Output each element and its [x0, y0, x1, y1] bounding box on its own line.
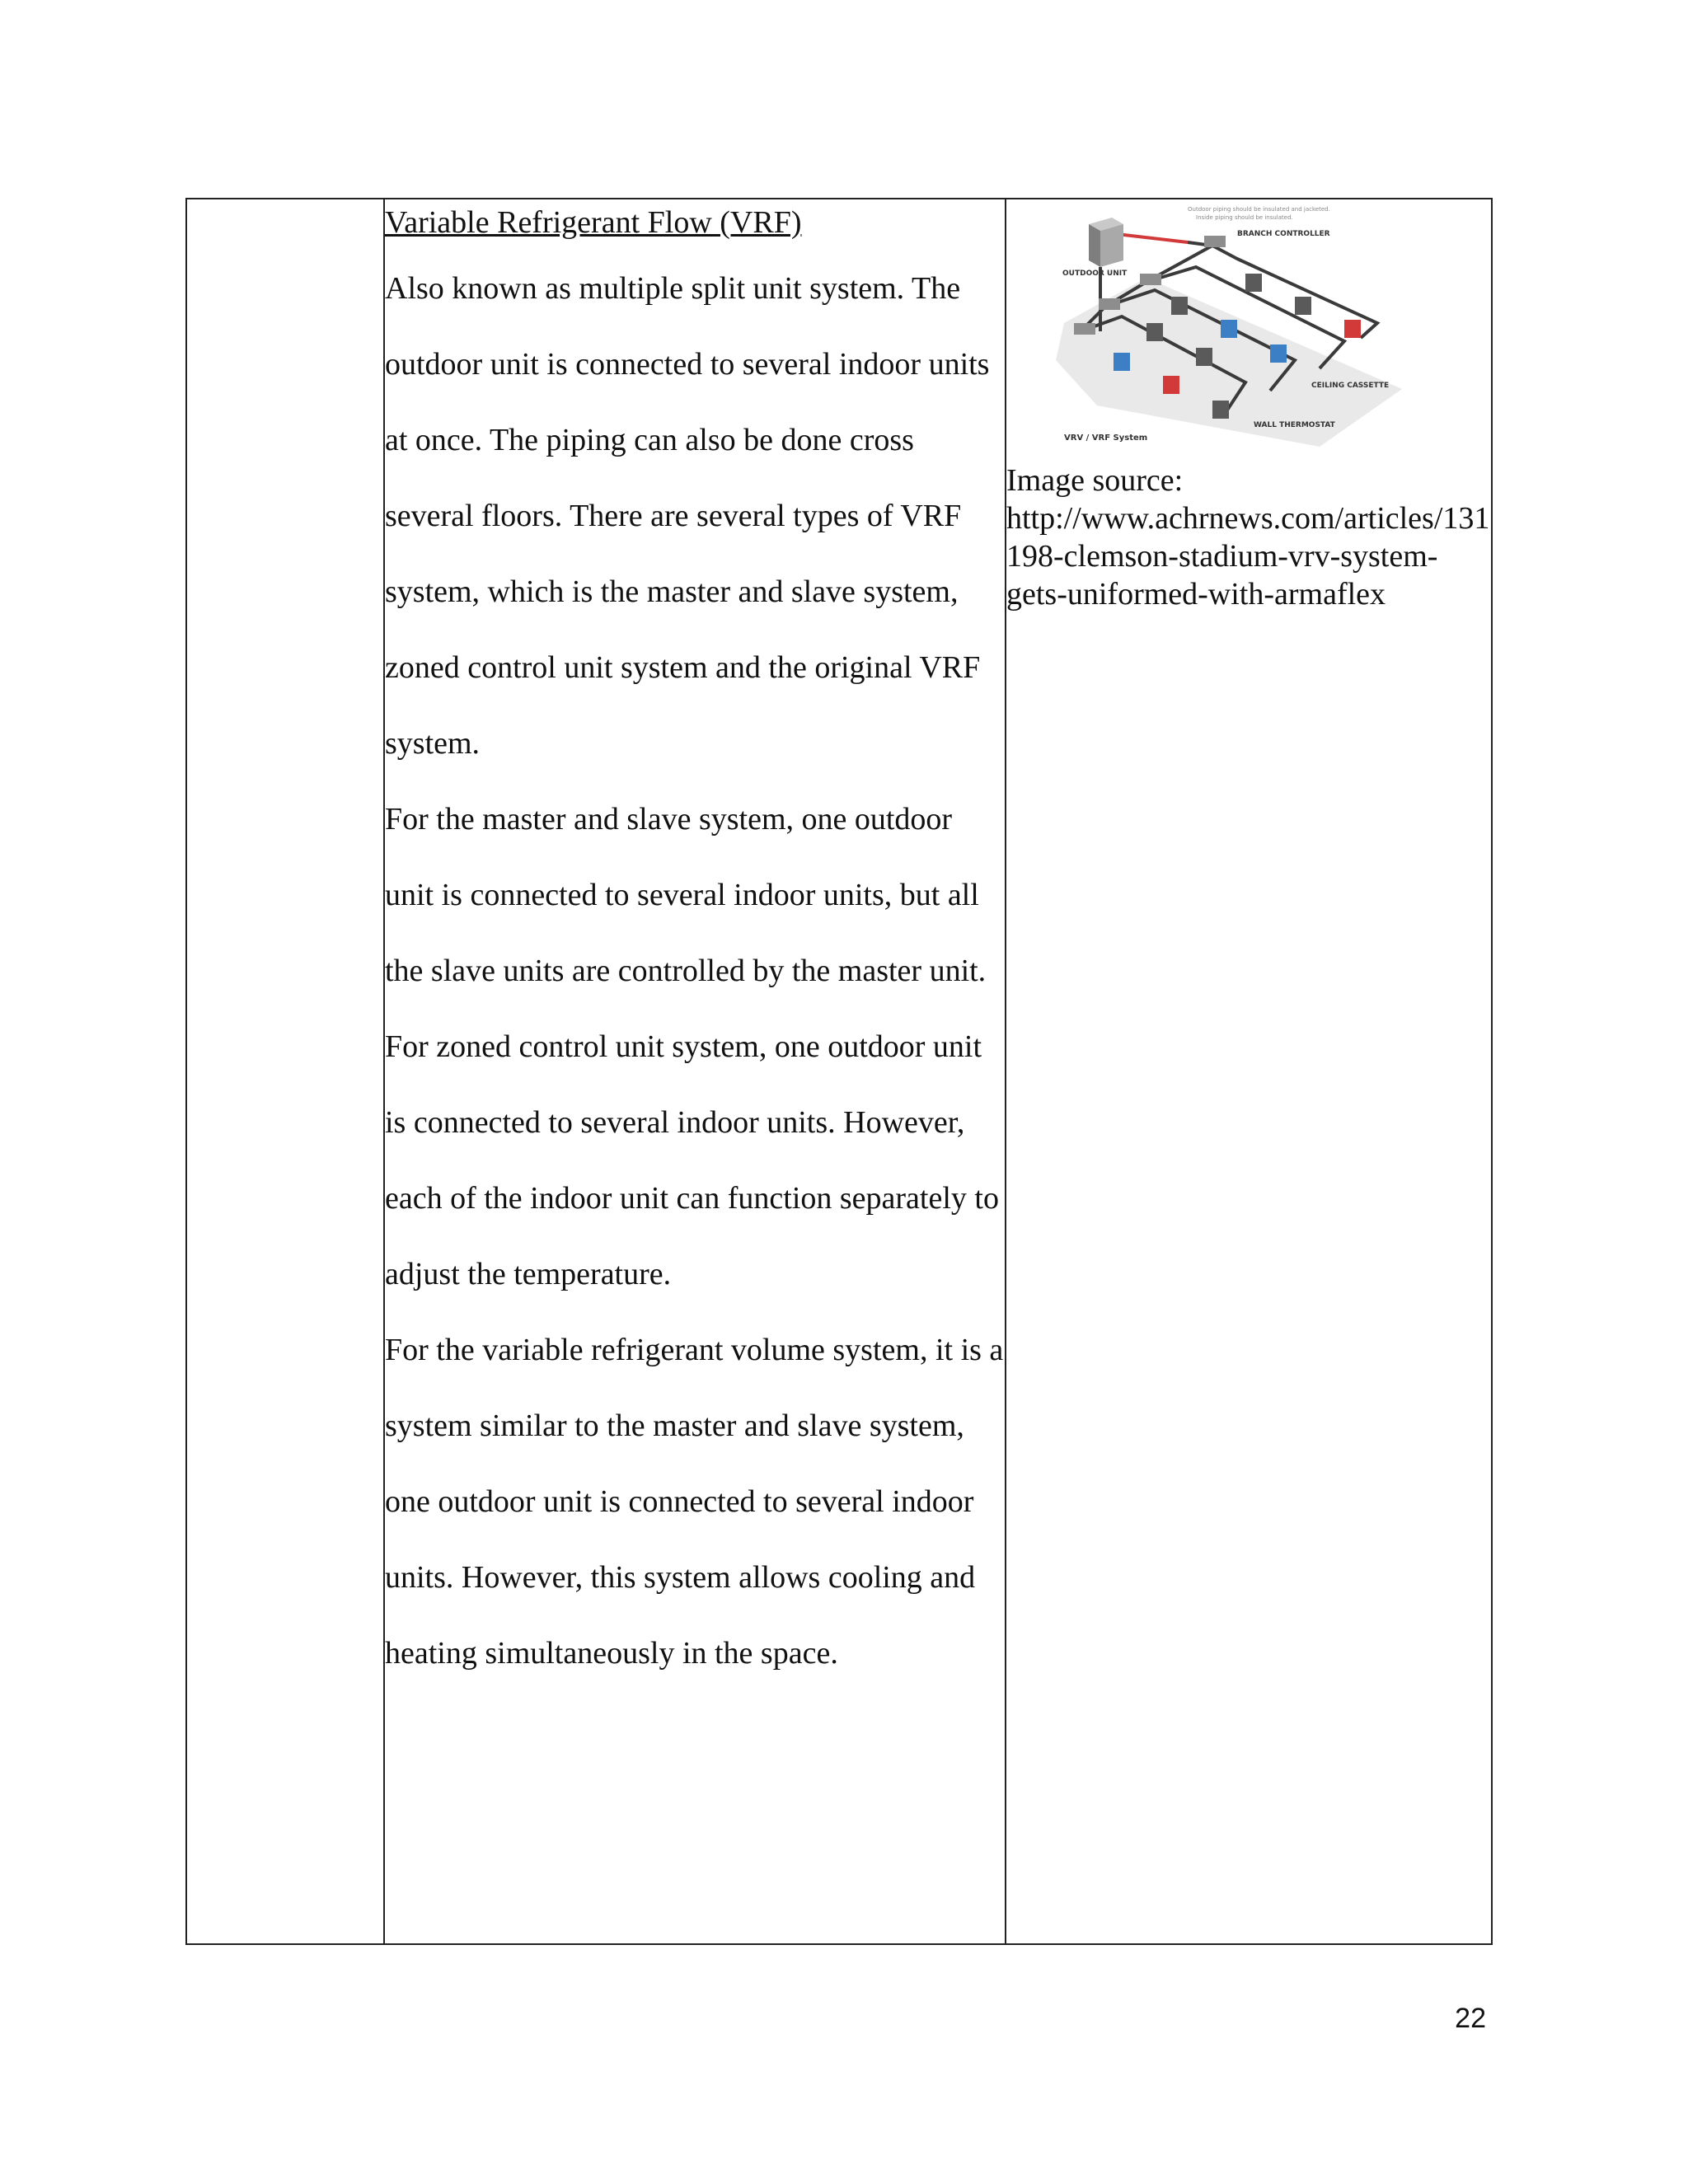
outdoor-unit-label: OUTDOOR UNIT — [1062, 269, 1128, 278]
system-title-label: VRV / VRF System — [1064, 434, 1148, 443]
paragraph-variable-volume: For the variable refrigerant volume system, it is a system similar to the master and slave system, one outdoor unit is connected to several indoor units. However, this system allows cooling and heating simultaneously in the space. — [385, 1333, 1004, 1671]
outdoor-unit-icon — [1089, 218, 1123, 267]
note-line1-label: Outdoor piping should be insulated and jacketed. — [1188, 206, 1330, 213]
paragraph-master-slave: For the master and slave system, one outdoor unit is connected to several indoor units, but all the slave units are controlled by the master unit. — [385, 802, 987, 988]
wall-thermostat-label: WALL THERMOSTAT — [1254, 421, 1335, 429]
outdoor-pipe — [1117, 234, 1188, 242]
figure-column-cell — [1006, 199, 1492, 1944]
vrf-system-diagram — [1048, 199, 1410, 455]
caption-url-link[interactable]: http://www.achrnews.com/articles/131198-clemson-stadium-vrv-system-gets-uniformed-with-armaflex — [1006, 501, 1490, 612]
paragraph-zoned-control: For zoned control unit system, one outdoor unit is connected to several indoor units. However, each of the indoor unit can function separately to adjust the temperature. — [385, 1029, 999, 1291]
empty-column-cell — [186, 199, 384, 1944]
section-heading: Variable Refrigerant Flow (VRF) — [385, 205, 802, 240]
caption-prefix: Image source: — [1006, 463, 1184, 498]
image-source-caption — [1006, 462, 1491, 613]
branch-controller-label: BRANCH CONTROLLER — [1237, 230, 1330, 238]
text-column-cell — [384, 199, 1006, 1944]
page-number: 22 — [1455, 2003, 1486, 2034]
ceiling-cassette-label: CEILING CASSETTE — [1311, 382, 1390, 390]
content-table — [185, 198, 1493, 1945]
note-line2-label: Inside piping should be insulated. — [1196, 214, 1293, 221]
paragraph-overview: Also known as multiple split unit system. The outdoor unit is connected to several indoor units at once. The piping can also be done cross several floors. There are several types of VRF system, which is the master and slave system, zoned control unit system and the original VRF system. — [385, 271, 990, 761]
